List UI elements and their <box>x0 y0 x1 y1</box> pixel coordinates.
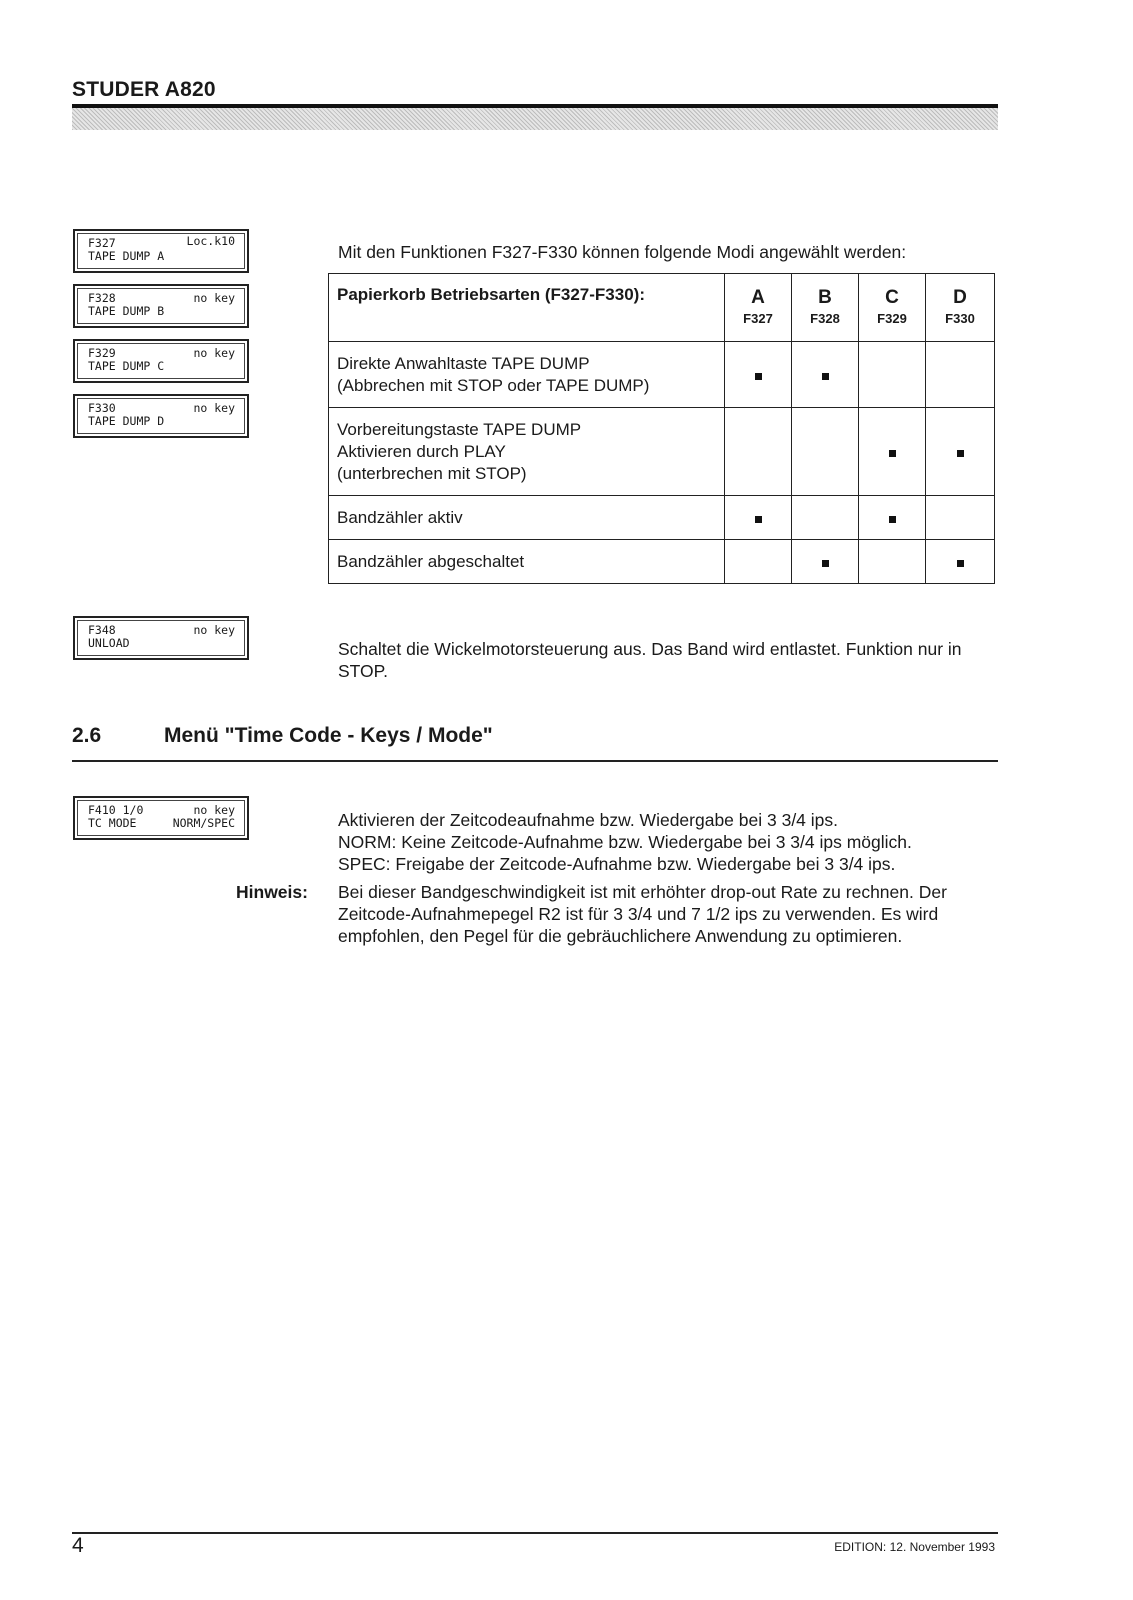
note-line: Bei dieser Bandgeschwindigkeit ist mit erhöhter drop-out Rate zu rechnen. Der <box>338 882 947 902</box>
mark-cell <box>926 540 995 584</box>
edition-text: EDITION: 12. November 1993 <box>834 1540 995 1554</box>
column-header-d <box>926 274 995 342</box>
column-header-b <box>792 274 859 342</box>
row-label-line: Bandzähler aktiv <box>337 507 463 527</box>
display-f328 <box>73 284 249 328</box>
display-line1-left: F410 1/0 <box>88 803 144 817</box>
column-letter: D <box>953 286 967 308</box>
display-line1-left: F348 <box>88 623 116 637</box>
mark-cell <box>792 342 859 408</box>
column-code: F329 <box>877 310 907 326</box>
display-line1-right: no key <box>193 346 235 360</box>
unload-line: Schaltet die Wickelmotorsteuerung aus. Das Band wird entlastet. Funktion nur in <box>338 639 962 659</box>
column-letter: C <box>885 286 899 308</box>
section-rule <box>72 760 998 762</box>
table-row <box>329 540 995 584</box>
column-header-c <box>859 274 926 342</box>
row-label-line: Bandzähler abgeschaltet <box>337 551 525 571</box>
display-line2-right: NORM/SPEC <box>172 816 235 830</box>
mode-mark <box>822 560 829 567</box>
unload-line: STOP. <box>338 661 388 681</box>
table-row <box>329 408 995 496</box>
mark-cell <box>725 342 792 408</box>
table-title: Papierkorb Betriebsarten (F327-F330): <box>329 274 725 342</box>
mode-mark <box>957 560 964 567</box>
column-letter: A <box>751 286 765 308</box>
mark-cell <box>725 540 792 584</box>
display-line2-left: TAPE DUMP A <box>88 249 165 263</box>
document-title: STUDER A820 <box>72 78 216 101</box>
unload-description <box>338 638 962 682</box>
row-label-line: (unterbrechen mit STOP) <box>337 463 527 483</box>
header-hatch-band <box>72 108 998 130</box>
mode-mark <box>822 373 829 380</box>
row-label <box>329 342 725 408</box>
display-line1-right: Loc.k10 <box>186 234 235 248</box>
mark-cell <box>859 342 926 408</box>
mode-table <box>328 273 995 584</box>
mode-mark <box>755 373 762 380</box>
column-letter: B <box>818 286 832 308</box>
mark-cell <box>926 496 995 540</box>
display-line1-left: F327 <box>88 236 116 250</box>
display-line2-left: UNLOAD <box>88 636 130 650</box>
mode-mark <box>755 516 762 523</box>
row-label-line: Direkte Anwahltaste TAPE DUMP <box>337 353 590 373</box>
column-code: F330 <box>945 310 975 326</box>
display-f348 <box>73 616 249 660</box>
note-line: Zeitcode-Aufnahmepegel R2 ist für 3 3/4 und 7 1/2 ips zu verwenden. Es wird <box>338 904 939 924</box>
note-label: Hinweis: <box>236 882 308 902</box>
row-label-line: (Abbrechen mit STOP oder TAPE DUMP) <box>337 375 650 395</box>
row-label-line: Vorbereitungstaste TAPE DUMP <box>337 419 582 439</box>
display-f329 <box>73 339 249 383</box>
mark-cell <box>725 408 792 496</box>
page-number: 4 <box>72 1534 84 1557</box>
display-line1-left: F329 <box>88 346 116 360</box>
mark-cell <box>859 496 926 540</box>
mark-cell <box>926 408 995 496</box>
display-line1-right: no key <box>193 401 235 415</box>
display-line2-left: TAPE DUMP B <box>88 304 165 318</box>
timecode-description <box>338 809 912 875</box>
mark-cell <box>792 540 859 584</box>
note-line: empfohlen, den Pegel für die gebräuchlichere Anwendung zu optimieren. <box>338 926 903 946</box>
timecode-line: SPEC: Freigabe der Zeitcode-Aufnahme bzw. Wiedergabe bei 3 3/4 ips. <box>338 854 896 874</box>
row-label <box>329 540 725 584</box>
display-line1-left: F330 <box>88 401 116 415</box>
column-header-a <box>725 274 792 342</box>
column-code: F328 <box>810 310 840 326</box>
mark-cell <box>859 540 926 584</box>
display-line1-right: no key <box>193 291 235 305</box>
display-f330 <box>73 394 249 438</box>
footer-rule <box>72 1532 998 1534</box>
mode-mark <box>889 450 896 457</box>
display-f410 <box>73 796 249 840</box>
mark-cell <box>859 408 926 496</box>
display-f327 <box>73 229 249 273</box>
display-line1-left: F328 <box>88 291 116 305</box>
section-title: Menü "Time Code - Keys / Mode" <box>164 724 493 747</box>
table-row <box>329 496 995 540</box>
timecode-line: NORM: Keine Zeitcode-Aufnahme bzw. Wiedergabe bei 3 3/4 ips möglich. <box>338 832 912 852</box>
column-code: F327 <box>743 310 773 326</box>
timecode-line: Aktivieren der Zeitcodeaufnahme bzw. Wiedergabe bei 3 3/4 ips. <box>338 810 839 830</box>
row-label <box>329 496 725 540</box>
mark-cell <box>725 496 792 540</box>
section-number: 2.6 <box>72 724 102 747</box>
table-row <box>329 342 995 408</box>
row-label-line: Aktivieren durch PLAY <box>337 441 506 461</box>
table-header-row <box>329 274 995 342</box>
display-line1-right: no key <box>193 803 235 817</box>
display-line2-left: TAPE DUMP C <box>88 359 165 373</box>
mark-cell <box>792 496 859 540</box>
row-label <box>329 408 725 496</box>
mark-cell <box>792 408 859 496</box>
mode-mark <box>889 516 896 523</box>
intro-text: Mit den Funktionen F327-F330 können folgende Modi angewählt werden: <box>338 242 907 262</box>
mode-mark <box>957 450 964 457</box>
note-text <box>338 881 947 947</box>
display-line2-left: TC MODE <box>88 816 137 830</box>
display-line1-right: no key <box>193 623 235 637</box>
mark-cell <box>926 342 995 408</box>
display-line2-left: TAPE DUMP D <box>88 414 165 428</box>
